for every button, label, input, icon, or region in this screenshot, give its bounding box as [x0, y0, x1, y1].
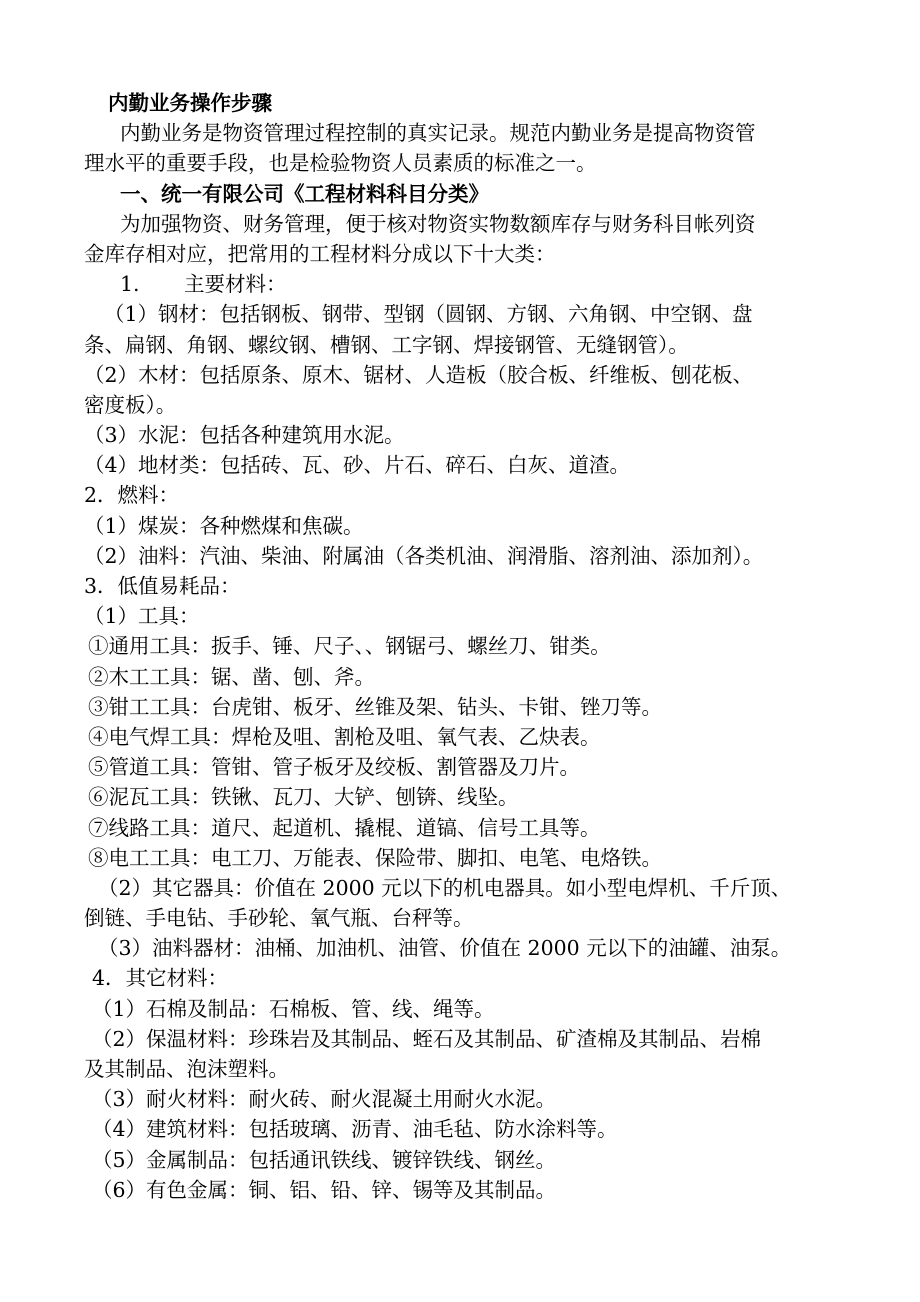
intro-line-1: 内勤业务是物资管理过程控制的真实记录。规范内勤业务是提高物资管 [120, 121, 756, 146]
steel-line-2: 条、扁钢、角钢、螺纹钢、槽钢、工字钢、焊接钢管、无缝钢管）。 [84, 332, 689, 357]
tools-fitter: ③钳工工具：台虎钳、板牙、丝锥及架、钻头、卡钳、锉刀等。 [88, 694, 662, 719]
category-2-heading: 2．燃料： [84, 483, 180, 508]
tools-general: ①通用工具：扳手、锤、尺子、、钢锯弓、螺丝刀、钳类。 [88, 634, 611, 659]
document-page [84, 88, 850, 1205]
cement-line: （3）水泥：包括各种建筑用水泥。 [84, 423, 405, 448]
category-3-heading: 3．低值易耗品： [84, 574, 241, 598]
tools-carpentry: ②木工工具：锯、凿、刨、斧。 [88, 664, 375, 689]
tools-electrical: ⑧电工工具：电工刀、万能表、保险带、脚扣、电笔、电烙铁。 [88, 845, 662, 870]
tools-welding: ④电气焊工具：焊枪及咀、割枪及咀、氧气表、乙炔表。 [88, 724, 601, 749]
tools-pipe: ⑤管道工具：管钳、管子板牙及绞板、割管器及刀片。 [88, 755, 580, 780]
document-title: 内勤业务操作步骤 [108, 91, 272, 115]
section-intro-line-1: 为加强物资、财务管理，便于核对物资实物数额库存与财务科目帐列资 [120, 211, 756, 236]
section-heading: 一、统一有限公司《工程材料科目分类》 [120, 181, 489, 206]
wood-line-2: 密度板）。 [84, 392, 177, 417]
tools-heading: （1）工具： [84, 604, 200, 629]
refractory-line: （3）耐火材料：耐火砖、耐火混凝土用耐火水泥。 [92, 1087, 557, 1112]
metal-products-line: （5）金属制品：包括通讯铁线、镀锌铁线、钢丝。 [92, 1147, 557, 1172]
ground-material-line: （4）地材类：包括砖、瓦、砂、片石、碎石、白灰、道渣。 [84, 453, 631, 478]
insulation-line-2: 及其制品、泡沫塑料。 [84, 1057, 289, 1081]
tools-track: ⑦线路工具：道尺、起道机、撬棍、道镐、信号工具等。 [88, 815, 601, 840]
category-1-number: 1. [120, 272, 140, 297]
insulation-line-1: （2）保温材料：珍珠岩及其制品、蛭石及其制品、矿渣棉及其制品、岩棉 [92, 1026, 762, 1051]
section-intro-line-2: 金库存相对应，把常用的工程材料分成以下十大类： [84, 241, 556, 266]
tools-masonry: ⑥泥瓦工具：铁锹、瓦刀、大铲、刨锛、线坠。 [88, 785, 519, 810]
oil-line: （2）油料：汽油、柴油、附属油（各类机油、润滑脂、溶剂油、添加剂）。 [84, 543, 764, 568]
category-1-heading [84, 269, 850, 299]
steel-line-1: （1）钢材：包括钢板、钢带、型钢（圆钢、方钢、六角钢、中空钢、盘 [104, 302, 753, 327]
intro-line-2: 理水平的重要手段，也是检验物资人员素质的标准之一。 [84, 151, 597, 176]
category-4-heading: 4．其它材料： [92, 966, 229, 991]
building-material-line: （4）建筑材料：包括玻璃、沥青、油毛毡、防水涂料等。 [92, 1117, 618, 1142]
other-devices-line-1: （2）其它器具：价值在 2000 元以下的机电器具。如小型电焊机、千斤顶、 [98, 875, 792, 900]
category-1-label: 主要材料： [184, 272, 287, 297]
coal-line: （1）煤炭：各种燃煤和焦碳。 [84, 513, 364, 538]
other-devices-line-2: 倒链、手电钻、手砂轮、氧气瓶、台秤等。 [84, 906, 474, 931]
wood-line-1: （2）木材：包括原条、原木、锯材、人造板（胶合板、纤维板、刨花板、 [84, 362, 754, 387]
asbestos-line: （1）石棉及制品：石棉板、管、线、绳等。 [92, 996, 495, 1021]
nonferrous-metal-line: （6）有色金属：铜、铝、铅、锌、锡等及其制品。 [92, 1177, 557, 1202]
oil-equipment-line: （3）油料器材：油桶、加油机、油管、价值在 2000 元以下的油罐、油泵。 [98, 936, 792, 961]
